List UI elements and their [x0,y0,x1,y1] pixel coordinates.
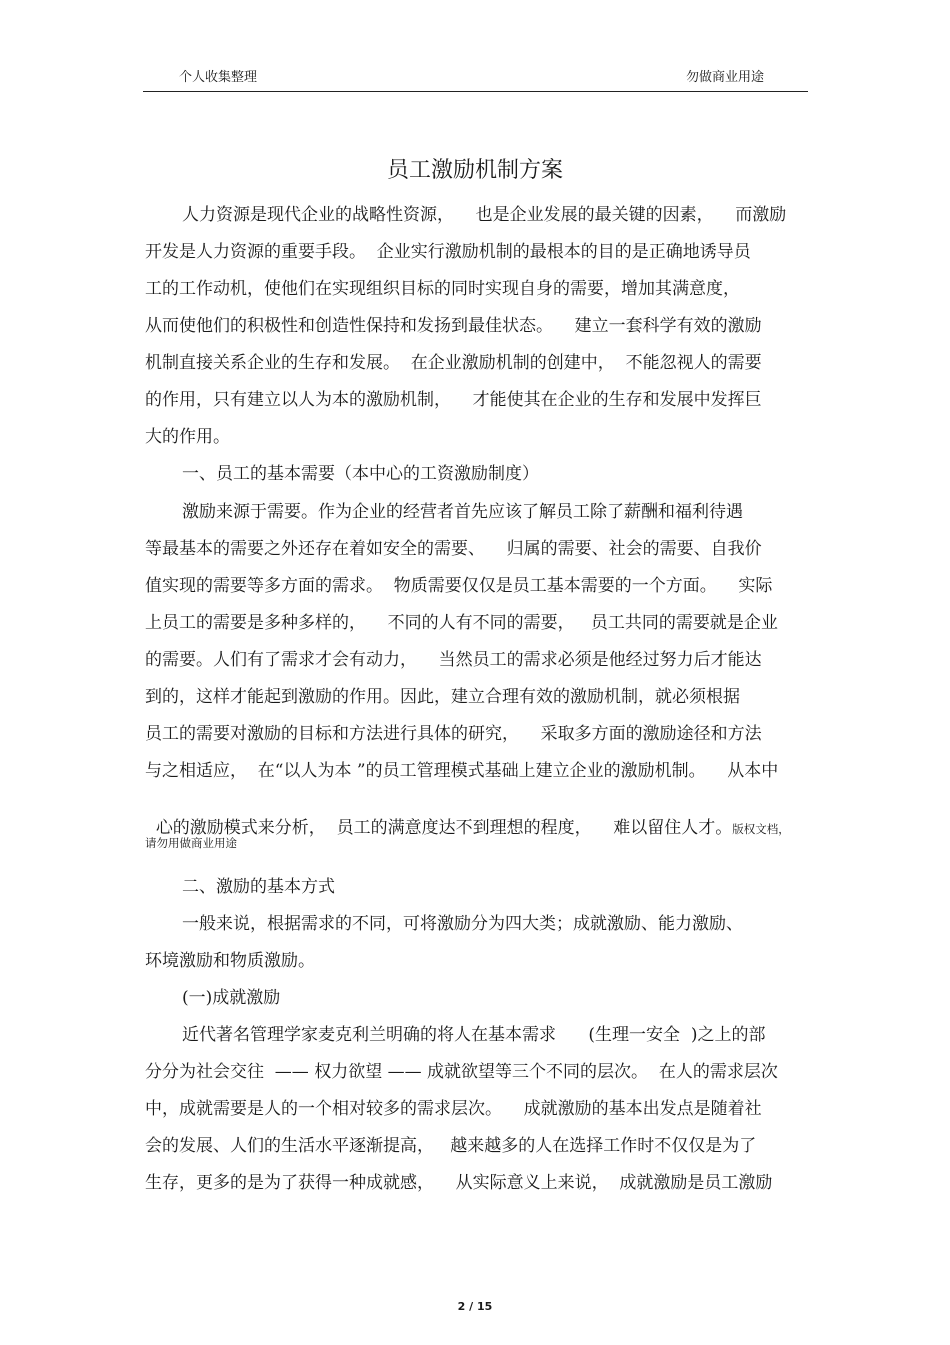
subsection-heading: (一)成就激励 [182,988,281,1008]
copyright-note: 版权文档， [732,822,790,836]
paragraph-line: 人力资源是现代企业的战略性资源， 也是企业发展的最关键的因素， 而激励 [182,205,787,225]
paragraph-line: 员工的需要对激励的目标和方法进行具体的研究， 采取多方面的激励途径和方法 [145,724,762,744]
paragraph-line: 上员工的需要是多种多样的， 不同的人有不同的需要， 员工共同的需要就是企业 [145,613,778,633]
paragraph-line: 的作用，只有建立以人为本的激励机制， 才能使其在企业的生存和发展中发挥巨 [145,390,762,410]
paragraph-line: 生存，更多的是为了获得一种成就感， 从实际意义上来说， 成就激励是员工激励 [145,1173,773,1193]
paragraph-line: 环境激励和物质激励。 [145,951,315,971]
header-right-text: 勿做商业用途 [685,70,764,85]
page-number: 2 / 15 [457,1300,493,1313]
paragraph-line: 值实现的需要等多方面的需求。 物质需要仅仅是员工基本需要的一个方面。 实际 [145,576,773,596]
section-heading: 二、激励的基本方式 [182,877,335,897]
paragraph-line: 会的发展、人们的生活水平逐渐提高， 越来越多的人在选择工作时不仅仅是为了 [145,1136,757,1156]
header-left-text: 个人收集整理 [179,70,258,85]
paragraph-line: 大的作用。 [145,427,230,447]
paragraph-line: 近代著名管理学家麦克利兰明确的将人在基本需求 (生理一安全 )之上的部 [182,1025,766,1045]
paragraph-line: 分分为社会交往 —— 权力欲望 —— 成就欲望等三个不同的层次。 在人的需求层次 [145,1062,778,1082]
copyright-note-continued: 请勿用做商业用途 [145,836,237,850]
paragraph-text: 心的激励模式来分析， 员工的满意度达不到理想的程度， 难以留住人才。 [155,818,733,838]
paragraph-line: 中，成就需要是人的一个相对较多的需求层次。 成就激励的基本出发点是随着社 [145,1099,762,1119]
paragraph-line: 从而使他们的积极性和创造性保持和发扬到最佳状态。 建立一套科学有效的激励 [145,316,762,336]
paragraph-line: 开发是人力资源的重要手段。 企业实行激励机制的最根本的目的是正确地诱导员 [145,242,751,262]
section-heading: 一、员工的基本需要（本中心的工资激励制度） [182,464,539,484]
header-rule [143,91,808,92]
paragraph-line: 与之相适应， 在“以人为本 ”的员工管理模式基础上建立企业的激励机制。 从本中 [145,761,779,781]
paragraph-line: 到的，这样才能起到激励的作用。因此，建立合理有效的激励机制，就必须根据 [145,687,740,707]
paragraph-line: 激励来源于需要。作为企业的经营者首先应该了解员工除了薪酬和福利待遇 [182,502,743,522]
paragraph-line: 一般来说，根据需求的不同，可将激励分为四大类；成就激励、能力激励、 [182,914,743,934]
paragraph-line: 工的工作动机，使他们在实现组织目标的同时实现自身的需要，增加其满意度， [145,279,740,299]
paragraph-line [145,793,790,838]
paragraph-line: 的需要。人们有了需求才会有动力， 当然员工的需求必须是他经过努力后才能达 [145,650,762,670]
paragraph-line: 机制直接关系企业的生存和发展。 在企业激励机制的创建中， 不能忽视人的需要 [145,353,762,373]
document-title: 员工激励机制方案 [386,158,563,183]
page-header [143,66,808,90]
paragraph-line: 等最基本的需要之外还存在着如安全的需要、 归属的需要、社会的需要、自我价 [145,539,762,559]
